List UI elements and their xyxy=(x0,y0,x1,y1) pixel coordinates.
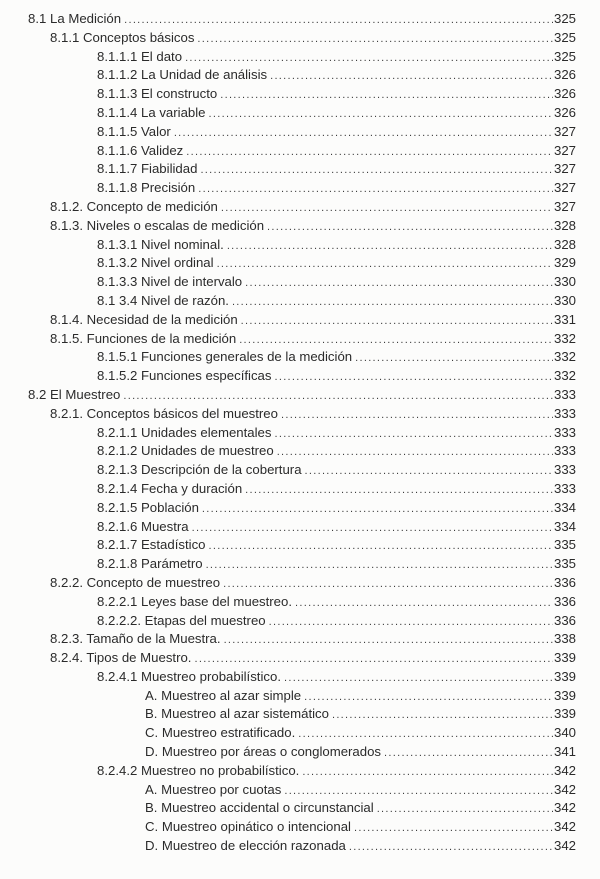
toc-entry-label: 8.1.1.8 Precisión xyxy=(97,180,196,196)
toc-entry xyxy=(28,442,576,461)
toc-entry xyxy=(28,405,576,424)
toc-entry-page: 325 xyxy=(553,29,576,45)
dot-leader xyxy=(194,649,553,669)
dot-leader xyxy=(185,48,553,68)
toc-entry-page: 332 xyxy=(553,330,576,346)
toc-entry xyxy=(28,142,576,161)
toc-entry-page: 333 xyxy=(553,424,576,440)
toc-entry-label: 8.1.1.4 La variable xyxy=(97,104,206,120)
dot-leader xyxy=(354,818,553,838)
toc-entry-label: 8.2.1.6 Muestra xyxy=(97,518,189,534)
toc-entry-label: 8.2.2.1 Leyes base del muestreo. xyxy=(97,593,293,609)
toc-entry-label: 8.1.3.2 Nivel ordinal xyxy=(97,255,214,271)
toc-entry xyxy=(28,217,576,236)
dot-leader xyxy=(232,292,553,312)
toc-entry-label: 8.1 La Medición xyxy=(28,11,122,26)
toc-entry xyxy=(28,593,576,612)
dot-leader xyxy=(197,29,553,49)
dot-leader xyxy=(274,424,553,444)
toc-entry-label: 8.1.1.1 El dato xyxy=(97,48,183,64)
toc-entry xyxy=(28,555,576,574)
toc-entry-page: 336 xyxy=(553,574,576,590)
toc-entry xyxy=(28,330,576,349)
dot-leader xyxy=(305,461,553,481)
toc-entry-page: 342 xyxy=(553,819,576,835)
toc-entry-label: 8.2.1.4 Fecha y duración xyxy=(97,480,243,496)
toc-entry xyxy=(28,687,576,706)
dot-leader xyxy=(220,85,553,105)
toc-entry xyxy=(28,818,576,837)
toc-entry-label: C. Muestreo opinático o intencional xyxy=(145,819,351,835)
toc-entry-label: 8.2.2. Concepto de muestreo xyxy=(50,574,221,590)
toc-entry xyxy=(28,649,576,668)
toc-entry-label: 8.2.4. Tipos de Muestro. xyxy=(50,650,192,666)
toc-entry-label: B. Muestreo al azar sistemático xyxy=(145,706,329,722)
toc-entry-page: 328 xyxy=(553,236,576,252)
dot-leader xyxy=(377,799,553,819)
toc-entry xyxy=(28,743,576,762)
toc-entry-label: A. Muestreo al azar simple xyxy=(145,687,302,703)
toc-entry xyxy=(28,705,576,724)
toc-entry-label: 8.2.1.8 Parámetro xyxy=(97,556,203,572)
toc-entry-label: 8.1 3.4 Nivel de razón. xyxy=(97,292,229,308)
toc-entry-page: 342 xyxy=(553,838,576,854)
toc-entry-page: 340 xyxy=(553,725,576,741)
toc-entry xyxy=(28,104,576,123)
dot-leader xyxy=(245,273,553,293)
toc-entry-page: 331 xyxy=(553,311,576,327)
dot-leader xyxy=(277,442,553,462)
dot-leader xyxy=(239,330,553,350)
toc-entry-page: 342 xyxy=(553,762,576,778)
toc-entry xyxy=(28,160,576,179)
dot-leader xyxy=(224,630,553,650)
toc-entry-page: 327 xyxy=(553,161,576,177)
dot-leader xyxy=(192,518,553,538)
dot-leader xyxy=(295,593,553,613)
toc-entry xyxy=(28,424,576,443)
toc-entry-page: 333 xyxy=(553,405,576,421)
toc-entry-label: 8.1.5.1 Funciones generales de la medición xyxy=(97,349,353,365)
toc-entry xyxy=(28,724,576,743)
toc-entry-label: 8.1.1.6 Validez xyxy=(97,142,184,158)
toc-entry-page: 327 xyxy=(553,198,576,214)
toc-entry-page: 327 xyxy=(553,142,576,158)
toc-entry-page: 330 xyxy=(553,292,576,308)
toc-entry-page: 334 xyxy=(553,518,576,534)
toc-entry-page: 339 xyxy=(553,668,576,684)
toc-entry-label: 8.2.1.1 Unidades elementales xyxy=(97,424,272,440)
toc-entry-label: 8.2.1.3 Descripción de la cobertura xyxy=(97,462,302,478)
dot-leader xyxy=(209,536,553,556)
toc-entry xyxy=(28,236,576,255)
toc-entry xyxy=(28,179,576,198)
toc-entry xyxy=(28,630,576,649)
toc-entry xyxy=(28,254,576,273)
dot-leader xyxy=(123,386,553,406)
toc-entry-label: C. Muestreo estratificado. xyxy=(145,725,296,741)
toc-entry xyxy=(28,198,576,217)
toc-entry-label: 8.1.5.2 Funciones específicas xyxy=(97,368,272,384)
toc-entry xyxy=(28,123,576,142)
toc-entry-label: A. Muestreo por cuotas xyxy=(145,781,282,797)
toc-entry-page: 339 xyxy=(553,706,576,722)
toc-entry-label: 8.1.5. Funciones de la medición xyxy=(50,330,237,346)
toc-entry-page: 338 xyxy=(553,631,576,647)
toc-entry-page: 326 xyxy=(553,104,576,120)
toc-entry-label: 8.2.1. Conceptos básicos del muestreo xyxy=(50,405,278,421)
toc-entry-page: 327 xyxy=(553,123,576,139)
toc-entry xyxy=(28,837,576,856)
toc-entry-page: 342 xyxy=(553,800,576,816)
dot-leader xyxy=(202,499,553,519)
toc-entry xyxy=(28,29,576,48)
dot-leader xyxy=(298,724,553,744)
toc-entry-label: 8.1.1.5 Valor xyxy=(97,123,171,139)
toc-entry-label: 8.2.1.5 Población xyxy=(97,499,199,515)
toc-entry-page: 328 xyxy=(553,217,576,233)
toc-entry-page: 333 xyxy=(553,386,576,402)
toc-entry-page: 325 xyxy=(553,11,576,26)
toc-entry-label: 8.1.1.7 Fiabilidad xyxy=(97,161,198,177)
toc-entry-label: 8.1.1.3 El constructo xyxy=(97,86,218,102)
toc-entry-label: B. Muestreo accidental o circunstancial xyxy=(145,800,374,816)
toc-entry xyxy=(28,762,576,781)
dot-leader xyxy=(200,160,553,180)
dot-leader xyxy=(198,179,553,199)
dot-leader xyxy=(124,10,553,30)
dot-leader xyxy=(209,104,553,124)
toc-entry-label: 8.2.4.1 Muestreo probabilístico. xyxy=(97,668,281,684)
toc-entry-label: 8.1.4. Necesidad de la medición xyxy=(50,311,238,327)
toc-entry-page: 335 xyxy=(553,537,576,553)
toc-entry-page: 336 xyxy=(553,593,576,609)
toc-entry xyxy=(28,668,576,687)
toc-entry-page: 336 xyxy=(553,612,576,628)
toc-entry xyxy=(28,612,576,631)
toc-entry xyxy=(28,311,576,330)
toc-entry xyxy=(28,66,576,85)
toc-entry-page: 334 xyxy=(553,499,576,515)
toc-entry-label: 8.2 El Muestreo xyxy=(28,386,121,402)
toc-entry xyxy=(28,574,576,593)
toc-entry-page: 326 xyxy=(553,86,576,102)
toc-entry-label: 8.1.1 Conceptos básicos xyxy=(50,29,195,45)
toc-entry-label: 8.1.3. Niveles o escalas de medición xyxy=(50,217,265,233)
toc-entry xyxy=(28,386,576,405)
dot-leader xyxy=(174,123,553,143)
toc-entry xyxy=(28,10,576,29)
dot-leader xyxy=(270,66,553,86)
toc-entry-page: 339 xyxy=(553,650,576,666)
toc-entry xyxy=(28,48,576,67)
toc-entry xyxy=(28,799,576,818)
dot-leader xyxy=(223,574,553,594)
toc-entry xyxy=(28,781,576,800)
dot-leader xyxy=(355,348,553,368)
toc-entry-label: 8.1.2. Concepto de medición xyxy=(50,198,218,214)
toc-entry xyxy=(28,518,576,537)
toc-entry xyxy=(28,536,576,555)
toc-entry-page: 329 xyxy=(553,255,576,271)
toc-entry-page: 325 xyxy=(553,48,576,64)
dot-leader xyxy=(274,367,553,387)
toc-entry-page: 326 xyxy=(553,67,576,83)
toc-entry-label: 8.1.1.2 La Unidad de análisis xyxy=(97,67,268,83)
toc-entry xyxy=(28,461,576,480)
toc-entry-page: 333 xyxy=(553,462,576,478)
dot-leader xyxy=(284,781,553,801)
toc-entry-label: 8.2.3. Tamaño de la Muestra. xyxy=(50,631,221,647)
dot-leader xyxy=(217,254,553,274)
toc-entry xyxy=(28,480,576,499)
toc-entry-label: D. Muestreo de elección razonada xyxy=(145,838,346,854)
dot-leader xyxy=(245,480,553,500)
dot-leader xyxy=(186,142,553,162)
dot-leader xyxy=(221,198,553,218)
toc-entry-page: 332 xyxy=(553,349,576,365)
toc-entry-label: 8.2.4.2 Muestreo no probabilístico. xyxy=(97,762,300,778)
dot-leader xyxy=(332,705,553,725)
dot-leader xyxy=(241,311,553,331)
dot-leader xyxy=(269,612,553,632)
toc-entry-page: 333 xyxy=(553,443,576,459)
toc-entry-label: 8.1.3.1 Nivel nominal. xyxy=(97,236,224,252)
toc-entry-label: 8.2.2.2. Etapas del muestreo xyxy=(97,612,266,628)
dot-leader xyxy=(281,405,553,425)
toc-entry-label: 8.2.1.7 Estadístico xyxy=(97,537,206,553)
dot-leader xyxy=(267,217,553,237)
toc-entry-page: 333 xyxy=(553,480,576,496)
dot-leader xyxy=(206,555,553,575)
toc-entry xyxy=(28,273,576,292)
toc-entry-page: 339 xyxy=(553,687,576,703)
toc-entry xyxy=(28,292,576,311)
toc-entry xyxy=(28,499,576,518)
dot-leader xyxy=(302,762,553,782)
toc-entry-page: 335 xyxy=(553,556,576,572)
toc-entry-page: 332 xyxy=(553,368,576,384)
dot-leader xyxy=(227,236,553,256)
toc-entry xyxy=(28,348,576,367)
toc-entry-page: 327 xyxy=(553,180,576,196)
toc-entry xyxy=(28,85,576,104)
toc-entry-page: 330 xyxy=(553,274,576,290)
toc-entry-label: 8.2.1.2 Unidades de muestreo xyxy=(97,443,274,459)
toc-entry-label: 8.1.3.3 Nivel de intervalo xyxy=(97,274,243,290)
dot-leader xyxy=(384,743,553,763)
toc-entry xyxy=(28,367,576,386)
toc-entry-page: 342 xyxy=(553,781,576,797)
toc-entry-page: 341 xyxy=(553,744,576,760)
dot-leader xyxy=(284,668,553,688)
toc-entry-label: D. Muestreo por áreas o conglomerados xyxy=(145,744,382,760)
dot-leader xyxy=(304,687,553,707)
dot-leader xyxy=(349,837,553,857)
